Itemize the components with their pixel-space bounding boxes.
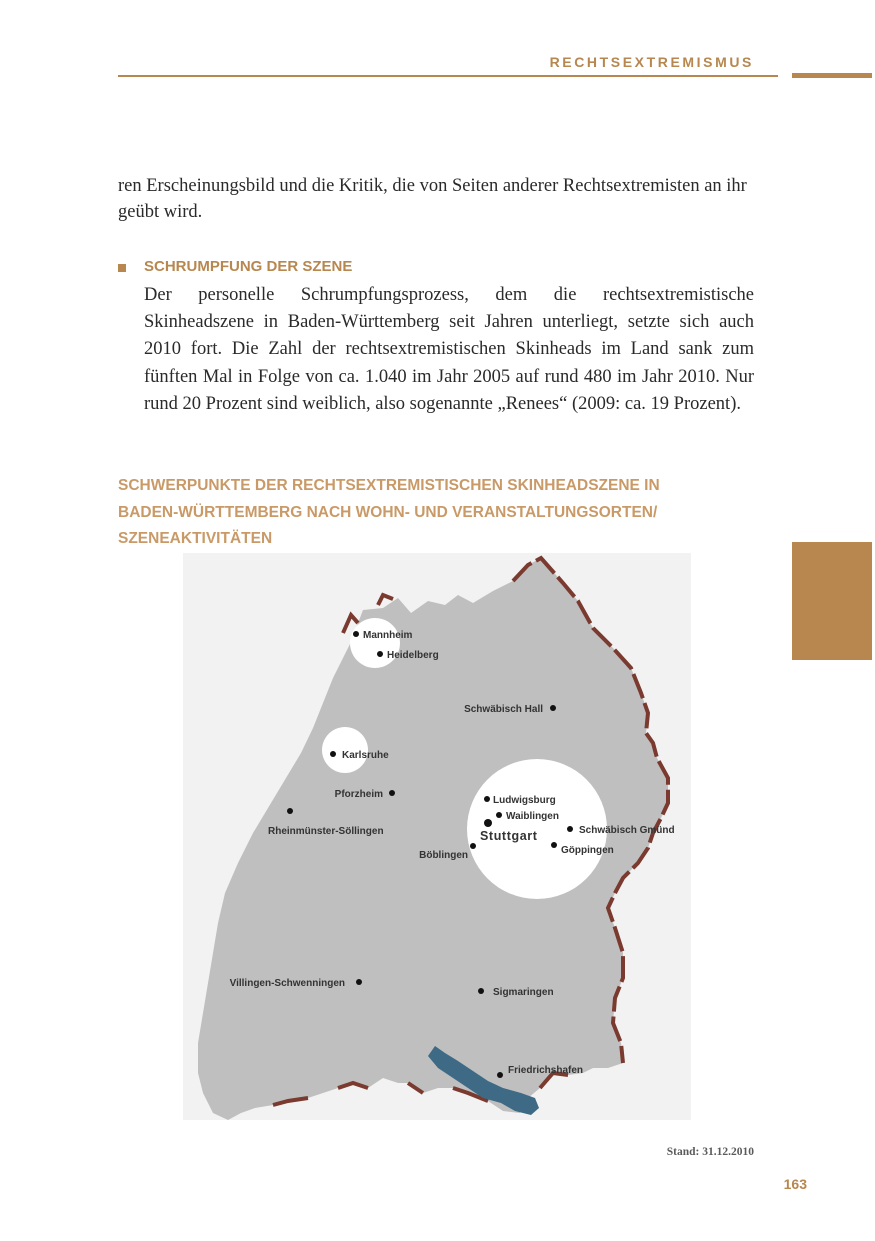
- map-title-line-1: SCHWERPUNKTE DER RECHTSEXTREMISTISCHEN SKINHEADSZENE IN: [118, 477, 660, 494]
- city-friedrichshafen: Friedrichshafen: [508, 1065, 584, 1076]
- section-heading: SCHRUMPFUNG DER SZENE: [144, 258, 353, 275]
- map-svg: [183, 553, 691, 1120]
- header-rule-accent: [792, 73, 872, 78]
- city-stuttgart: Stuttgart: [480, 829, 538, 843]
- map-title-line-3: SZENEAKTIVITÄTEN: [118, 530, 273, 547]
- city-heidelberg: Heidelberg: [387, 650, 439, 661]
- city-ludwigsburg: Ludwigsburg: [493, 795, 556, 806]
- city-pforzheim: Pforzheim: [334, 789, 383, 800]
- city-goeppingen: Göppingen: [561, 845, 614, 856]
- map-figure: [183, 553, 691, 1120]
- map-title-line-2: BADEN-WÜRTTEMBERG NACH WOHN- UND VERANSTALTUNGSORTEN/: [118, 503, 658, 521]
- running-header: RECHTSEXTREMISMUS: [549, 54, 754, 70]
- city-boeblingen: Böblingen: [419, 850, 468, 861]
- city-schwaebisch-gmuend: Schwäbisch Gmünd: [579, 825, 675, 836]
- map-title: [118, 473, 778, 553]
- city-rheinmuenster-soellingen: Rheinmünster-Söllingen: [268, 826, 384, 837]
- section-body: Der personelle Schrumpfungsprozess, dem die rechtsextremistische Skinheadszene in Baden-Württemberg seit Jahren unterliegt, setzte sich auch 2010 fort. Die Zahl der rechtsextremistischen Skinheads im Land sank zum fünften Mal in Folge von ca. 1.040 im Jahr 2005 auf rund 480 im Jahr 2010. Nur rund 20 Prozent sind weiblich, also sogenannte „Renees“ (2009: ca. 19 Prozent).: [144, 285, 754, 414]
- page-number: 163: [783, 1176, 807, 1192]
- chapter-tab: [792, 542, 872, 660]
- map-stand-date: Stand: 31.12.2010: [666, 1146, 754, 1158]
- bullet-square-icon: [118, 264, 126, 272]
- city-mannheim: Mannheim: [363, 630, 413, 641]
- header-rule: [118, 75, 778, 77]
- city-karlsruhe: Karlsruhe: [342, 750, 389, 761]
- city-schwaebisch-hall: Schwäbisch Hall: [464, 704, 543, 715]
- city-sigmaringen: Sigmaringen: [493, 987, 554, 998]
- city-villingen-schwenningen: Villingen-Schwenningen: [229, 978, 345, 989]
- city-waiblingen: Waiblingen: [506, 811, 559, 822]
- intro-paragraph: ren Erscheinungsbild und die Kritik, die von Seiten anderer Rechtsextremisten an ihr geübt wird.: [118, 176, 747, 222]
